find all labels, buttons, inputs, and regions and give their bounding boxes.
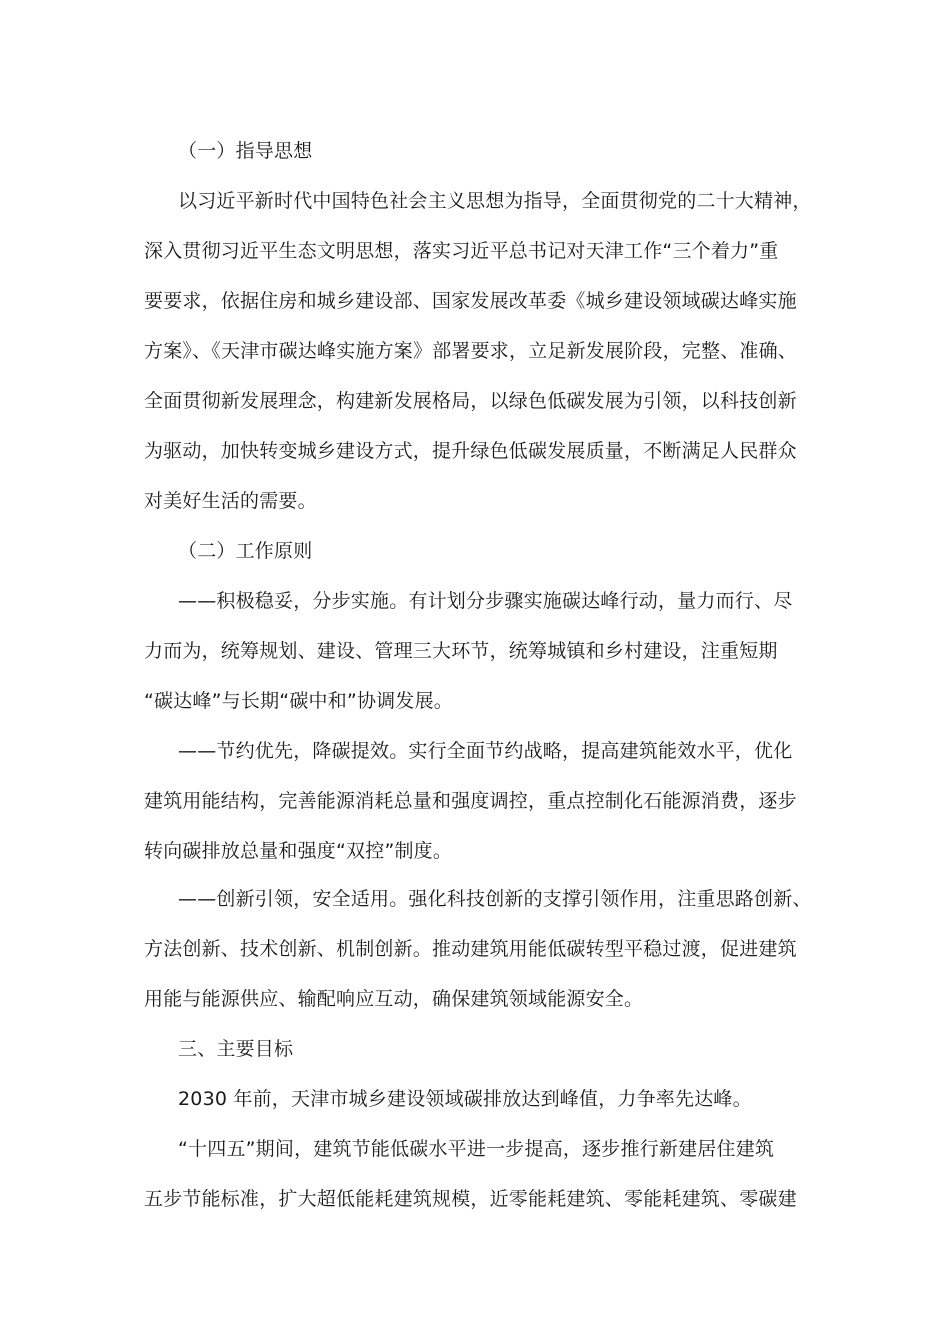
paragraph-line: 方案》、《天津市碳达峰实施方案》部署要求，立足新发展阶段，完整、准确、	[144, 340, 798, 362]
paragraph-line: ——积极稳妥，分步实施。有计划分步骤实施碳达峰行动，量力而行、尽	[178, 590, 793, 612]
section-heading-work-principles: （二）工作原则	[178, 540, 313, 562]
paragraph-line: 全面贯彻新发展理念，构建新发展格局，以绿色低碳发展为引领，以科技创新	[144, 390, 797, 412]
paragraph-line: 方法创新、技术创新、机制创新。推动建筑用能低碳转型平稳过渡，促进建筑	[144, 938, 797, 960]
paragraph-line: ——节约优先，降碳提效。实行全面节约战略，提高建筑能效水平，优化	[178, 740, 793, 762]
section-heading-guiding-ideology: （一）指导思想	[178, 140, 313, 162]
paragraph-line: 深入贯彻习近平生态文明思想，落实习近平总书记对天津工作“三个着力”重	[144, 240, 779, 262]
section-heading-main-goals: 三、主要目标	[178, 1038, 294, 1060]
paragraph-line: “十四五”期间，建筑节能低碳水平进一步提高，逐步推行新建居住建筑	[178, 1138, 775, 1160]
paragraph-line: 用能与能源供应、输配响应互动，确保建筑领域能源安全。	[144, 988, 644, 1010]
paragraph-line: 五步节能标准，扩大超低能耗建筑规模，近零能耗建筑、零能耗建筑、零碳建	[144, 1188, 797, 1210]
paragraph-line: “碳达峰”与长期“碳中和”协调发展。	[144, 690, 453, 712]
paragraph-line: 要要求，依据住房和城乡建设部、国家发展改革委《城乡建设领域碳达峰实施	[144, 290, 797, 312]
paragraph-line: ——创新引领，安全适用。强化科技创新的支撑引领作用，注重思路创新、	[178, 888, 812, 910]
paragraph-line: 转向碳排放总量和强度“双控”制度。	[144, 840, 453, 862]
paragraph-line: 力而为，统筹规划、建设、管理三大环节，统筹城镇和乡村建设，注重短期	[144, 640, 778, 662]
paragraph-line: 对美好生活的需要。	[144, 490, 317, 512]
paragraph-line: 为驱动，加快转变城乡建设方式，提升绿色低碳发展质量，不断满足人民群众	[144, 440, 797, 462]
paragraph-line: 建筑用能结构，完善能源消耗总量和强度调控，重点控制化石能源消费，逐步	[144, 790, 797, 812]
paragraph-line: 2030 年前，天津市城乡建设领域碳排放达到峰值，力争率先达峰。	[178, 1088, 752, 1110]
paragraph-line: 以习近平新时代中国特色社会主义思想为指导，全面贯彻党的二十大精神，	[178, 190, 812, 212]
